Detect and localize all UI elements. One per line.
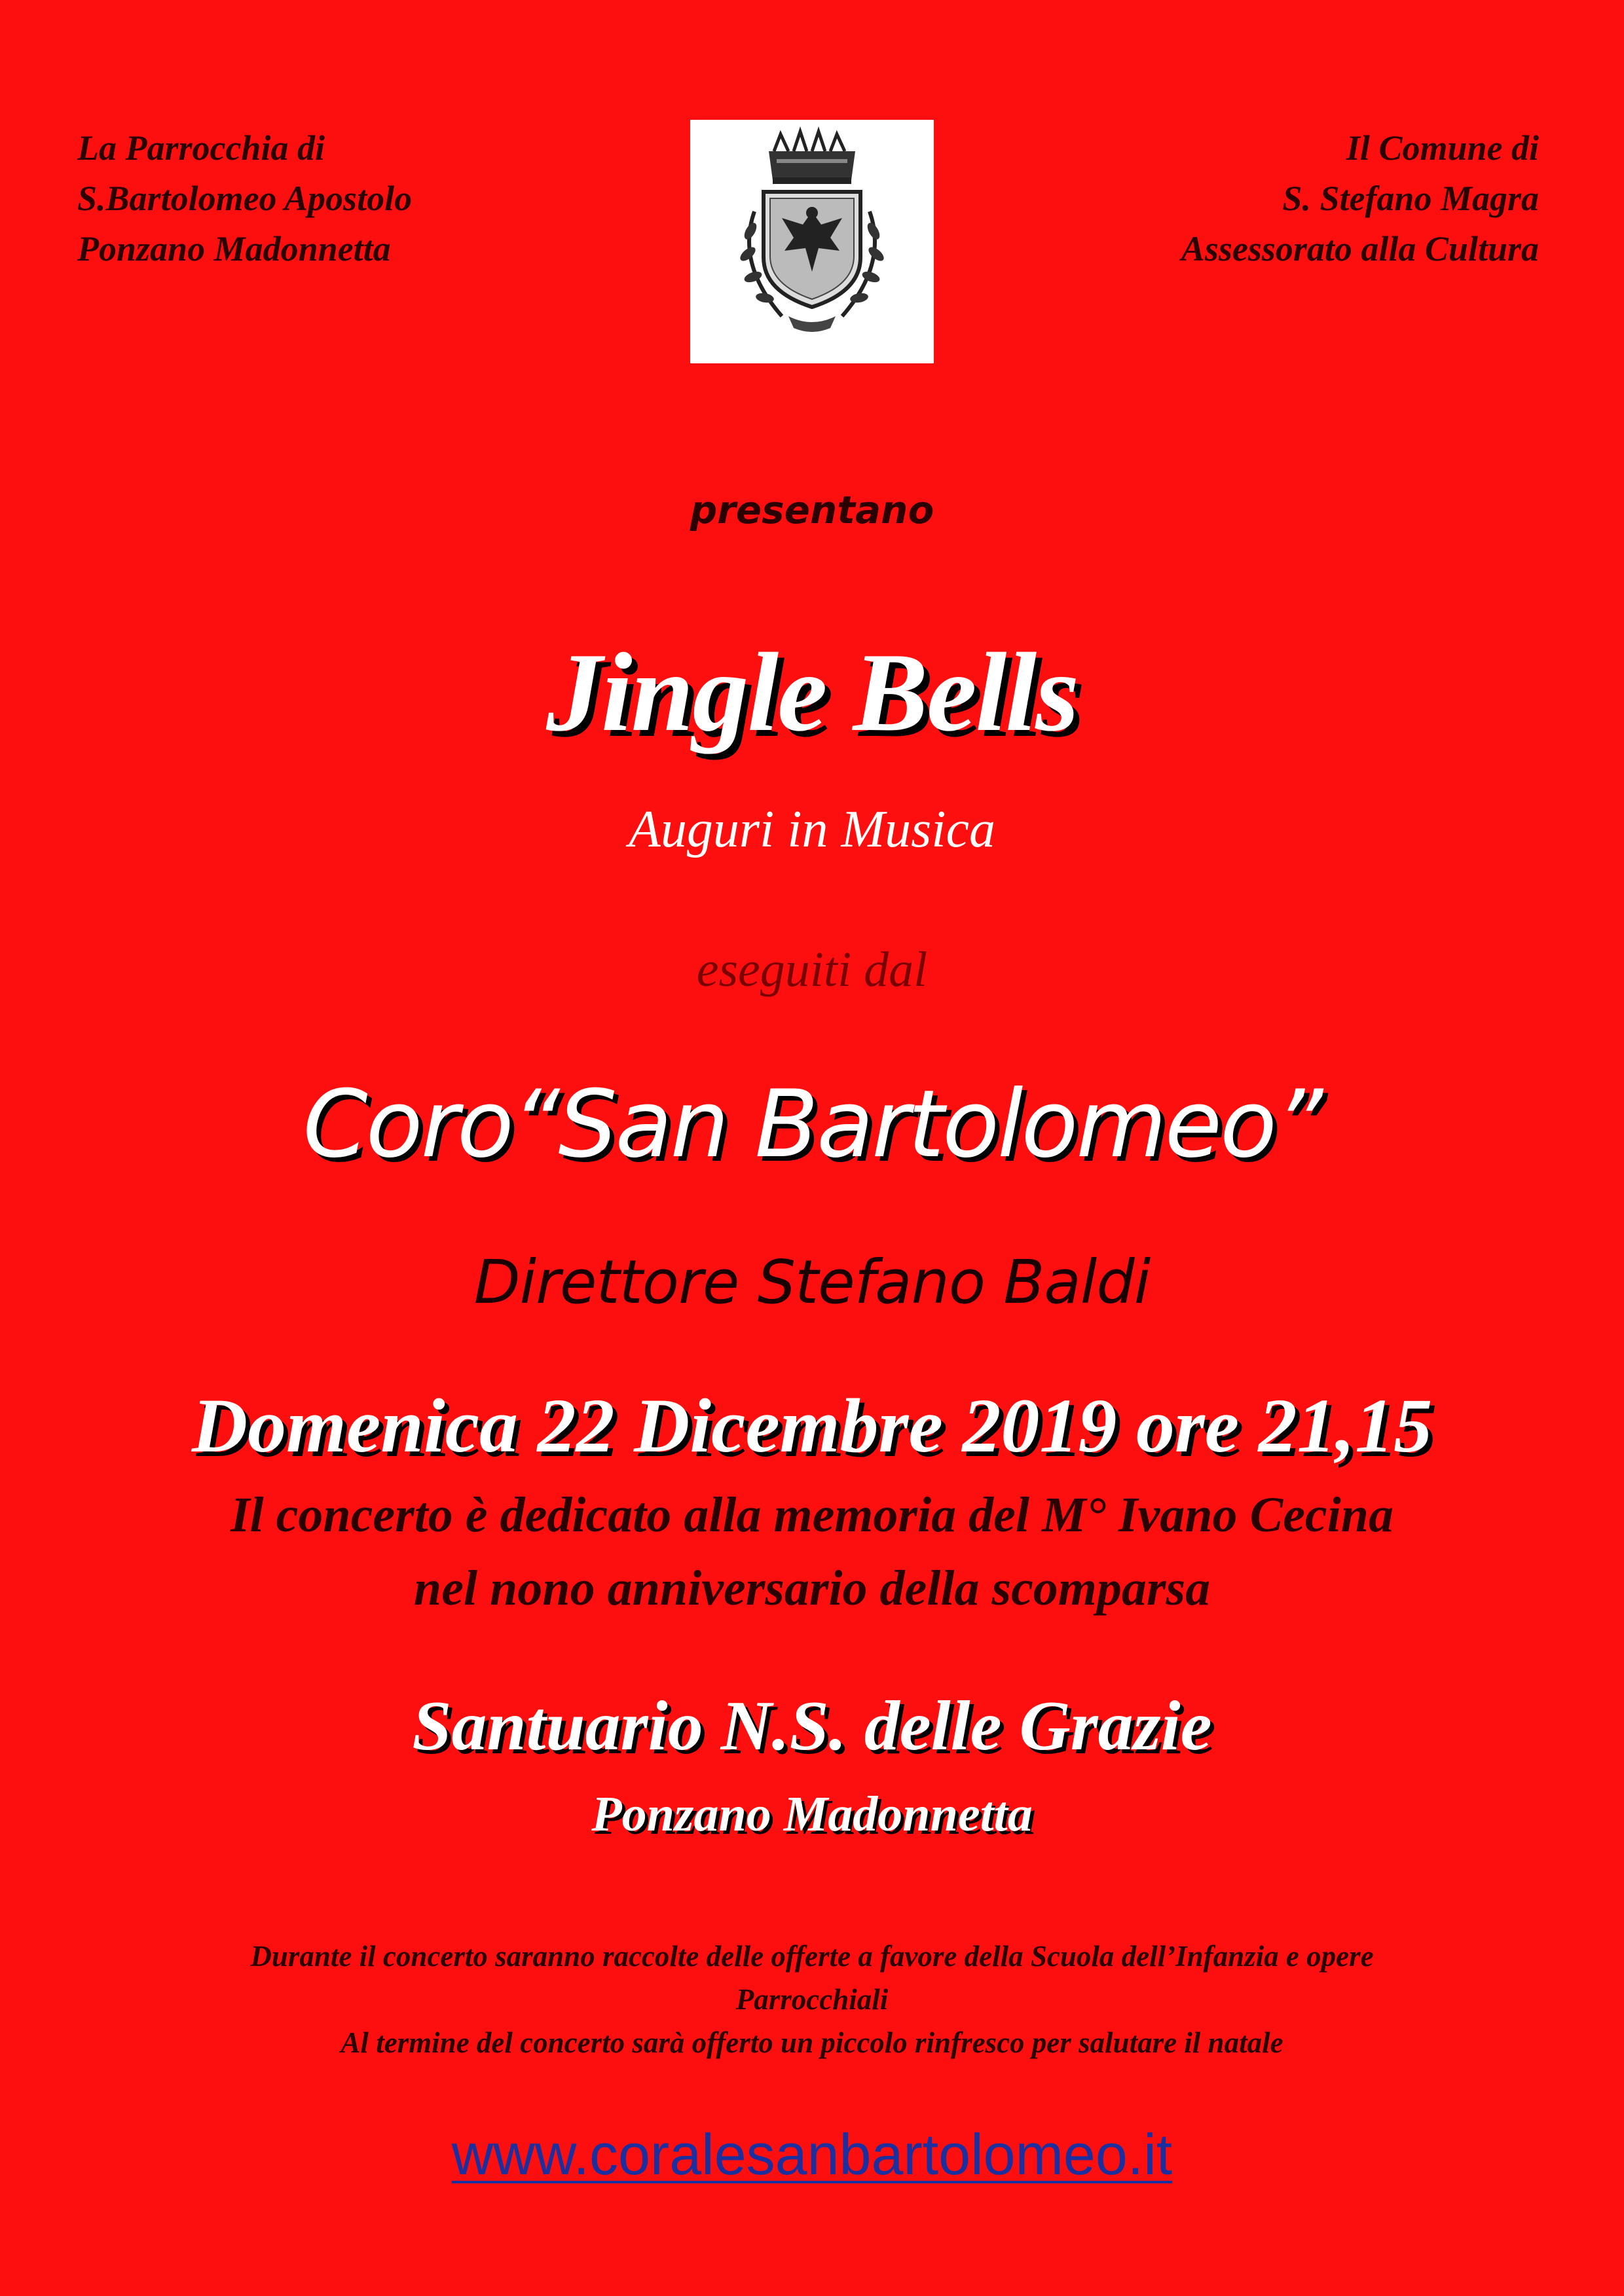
memorial-line-2: nel nono anniversario della scomparsa [413, 1561, 1211, 1616]
header-left-organizer [77, 123, 412, 274]
header-left-line-1: La Parrocchia di [77, 128, 325, 168]
header-right-line-3: Assessorato alla Cultura [1181, 229, 1539, 268]
event-date: Domenica 22 Dicembre 2019 ore 21,15 [191, 1383, 1433, 1468]
venue-place: Ponzano Madonnetta [591, 1787, 1033, 1842]
notes-line-2: Parrocchiali [735, 1983, 889, 2016]
coat-of-arms-logo [690, 120, 934, 363]
website-link[interactable]: www.coralesanbartolomeo.it [451, 2122, 1173, 2187]
event-notes [0, 1935, 1624, 2064]
header-left-line-2: S.Bartolomeo Apostolo [77, 179, 413, 218]
header-left-line-3: Ponzano Madonnetta [77, 229, 391, 268]
event-title: Jingle Bells [545, 630, 1079, 755]
event-subtitle: Auguri in Musica [629, 801, 995, 858]
memorial-dedication [0, 1478, 1624, 1625]
memorial-line-1: Il concerto è dedicato alla memoria del M° Ivano Cecina [230, 1487, 1394, 1542]
eseguiti-text: eseguiti dal [696, 942, 928, 997]
notes-line-3: Al termine del concerto sarà offerto un piccolo rinfresco per salutare il natale [341, 2026, 1283, 2059]
header-right-organizer [1181, 123, 1539, 274]
choir-name: Coro“San Bartolomeo” [303, 1070, 1321, 1178]
director-name: Direttore Stefano Baldi [473, 1247, 1151, 1317]
notes-line-1: Durante il concerto saranno raccolte delle offerte a favore della Scuola dell’Infanzia e opere [250, 1940, 1374, 1973]
header-right-line-2: S. Stefano Magra [1282, 179, 1539, 218]
header-right-line-1: Il Comune di [1346, 128, 1539, 168]
venue-name: Santuario N.S. delle Grazie [412, 1687, 1212, 1765]
coat-of-arms-icon [690, 120, 934, 363]
presentano-text: presentano [690, 488, 934, 532]
